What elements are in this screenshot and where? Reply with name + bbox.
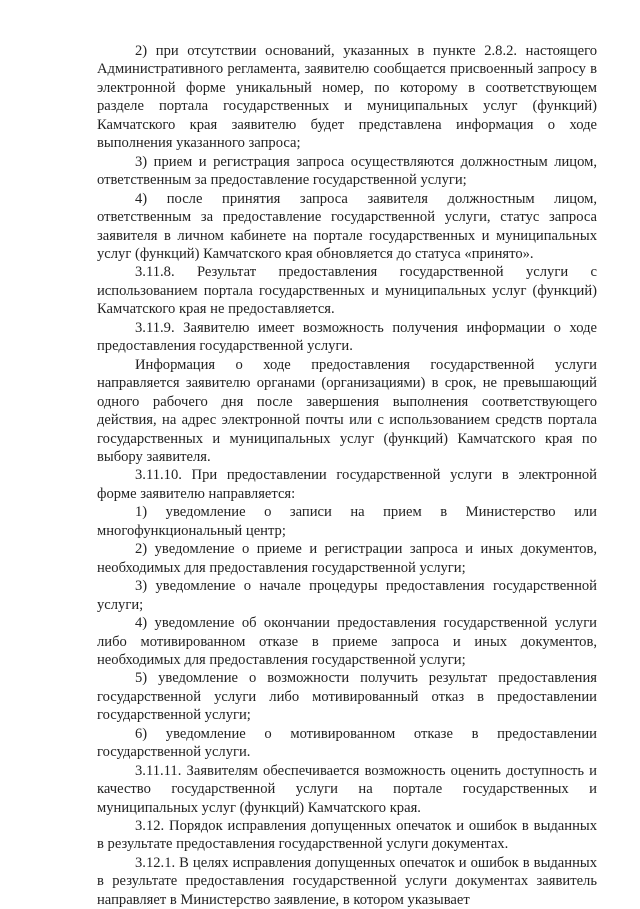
list-item-1-appointment-notice: 1) уведомление о записи на прием в Министерство или многофункциональный центр; (97, 504, 597, 539)
paragraph-3-11-11: 3.11.11. Заявителям обеспечивается возможность оценить доступность и качество государственной услуги на портале государственных и муниципальных услуг (функций) Камчатского края. (97, 762, 597, 816)
paragraph-3-11-8: 3.11.8. Результат предоставления государственной услуги с использованием портала государственных и муниципальных услуг (функций) Камчатского края не предоставляется. (97, 264, 597, 318)
paragraph-3-11-10: 3.11.10. При предоставлении государственной услуги в электронной форме заявителю направляется: (97, 467, 597, 502)
section-heading-3-12: 3.12. Порядок исправления допущенных опечаток и ошибок в выданных в результате предоставления государственной услуги документах. (97, 818, 597, 853)
paragraph-item-2-unique-number: 2) при отсутствии оснований, указанных в пункте 2.8.2. настоящего Административного регламента, заявителю сообщается присвоенный запросу в электронной форме уникальный номер, по которому в соответствующем разделе портала государственных и муниципальных услуг (функций) Камчатского края заявителю будет представлена информация о ходе выполнения указанного запроса; (97, 43, 597, 152)
list-item-2-registration-notice: 2) уведомление о приеме и регистрации запроса и иных документов, необходимых для предоставления государственной услуги; (97, 541, 597, 576)
paragraph-progress-information: Информация о ходе предоставления государственной услуги направляется заявителю органами (организациями) в срок, не превышающий одного рабочего дня после завершения выполнения соответствующего действия, на адрес электронной почты или с использованием средств портала государственных и муниципальных услуг (функций) Камчатского края по выбору заявителя. (97, 356, 597, 465)
paragraph-3-12-1: 3.12.1. В целях исправления допущенных опечаток и ошибок в выданных в результате предоставления государственной услуги документах заявитель направляет в Министерство заявление, в котором указывает (97, 854, 597, 908)
document-body (97, 42, 597, 909)
list-item-6-refusal-notice: 6) уведомление о мотивированном отказе в предоставлении государственной услуги. (97, 725, 597, 761)
paragraph-item-3-registration: 3) прием и регистрация запроса осуществляются должностным лицом, ответственным за предоставление государственной услуги; (97, 153, 597, 189)
list-item-3-procedure-start-notice: 3) уведомление о начале процедуры предоставления государственной услуги; (97, 578, 597, 613)
paragraph-item-4-status-accepted: 4) после принятия запроса заявителя должностным лицом, ответственным за предоставление государственной услуги, статус запроса заявителя в личном кабинете на портале государственных и муниципальных услуг (функций) Камчатского края обновляется до статуса «принято». (97, 190, 597, 262)
list-item-5-result-notice: 5) уведомление о возможности получить результат предоставления государственной услуги либо мотивированный отказ в предоставлении государственной услуги; (97, 670, 597, 724)
list-item-4-completion-notice: 4) уведомление об окончании предоставления государственной услуги либо мотивированном отказе в приеме запроса и иных документов, необходимых для предоставления государственной услуги; (97, 615, 597, 668)
paragraph-3-11-9: 3.11.9. Заявителю имеет возможность получения информации о ходе предоставления государственной услуги. (97, 319, 597, 355)
